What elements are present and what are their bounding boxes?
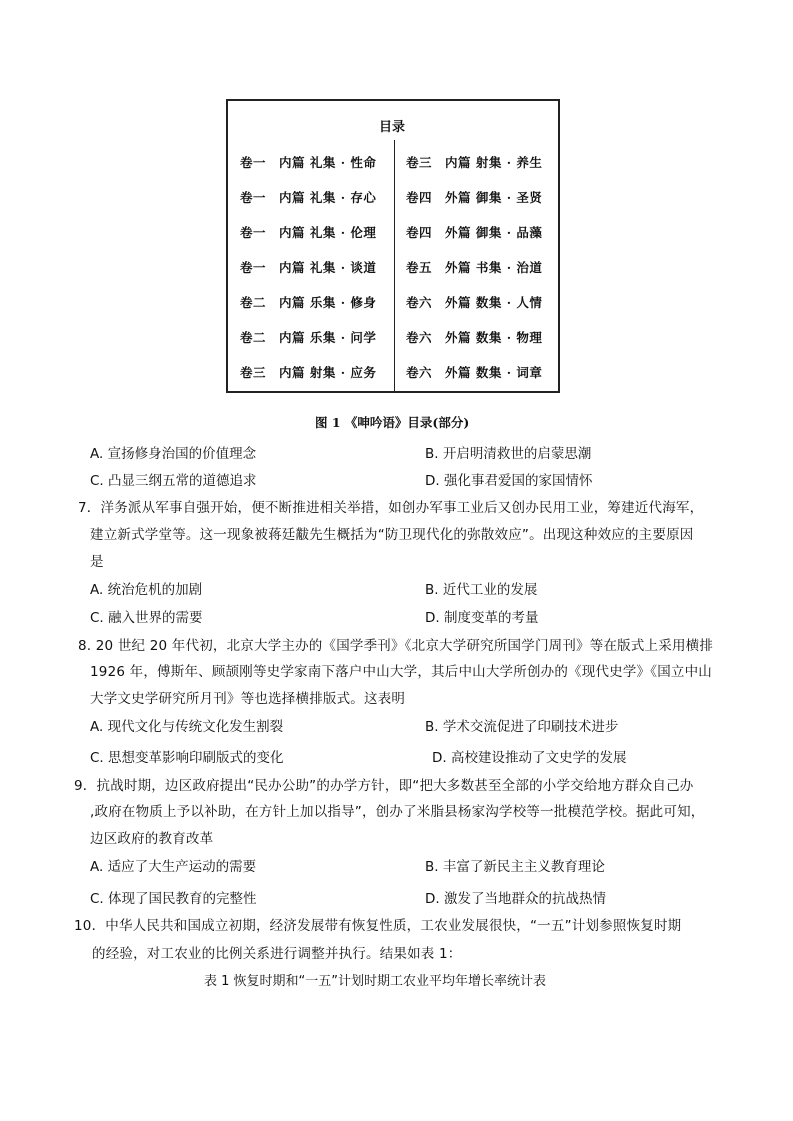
toc-right-item: 卷五 外篇 书集 · 治道 [406, 260, 543, 275]
q7-option-b: B. 近代工业的发展 [425, 582, 538, 598]
q8-stem-line: 8. 20 世纪 20 年代初，北京大学主办的《国学季刊》《北京大学研究所国学门周刊》等在版式上采用横排 [78, 638, 714, 654]
toc-right-item: 卷六 外篇 数集 · 人情 [406, 295, 543, 310]
toc-left-item: 卷一 内篇 礼集 · 谈道 [240, 260, 377, 275]
q7-option-d: D. 制度变革的考量 [425, 610, 539, 626]
q9-stem-line: 9．抗战时期，边区政府提出“民办公助”的办学方针，即“把大多数甚至全部的小学交给地方群众自己办 [74, 778, 694, 794]
q9-option-b: B. 丰富了新民主主义教育理论 [425, 859, 605, 875]
q7-stem-line: 建立新式学堂等。这一现象被蒋廷黻先生概括为“防卫现代化的弥散效应”。出现这种效应的主要原因 [90, 527, 694, 543]
q9-stem-line: 边区政府的教育改革 [90, 831, 214, 847]
toc-right-item: 卷六 外篇 数集 · 词章 [406, 365, 543, 380]
q6-option-a: A. 宣扬修身治国的价值理念 [90, 446, 257, 462]
q9-option-d: D. 激发了当地群众的抗战热情 [425, 891, 606, 907]
figure-caption: 图 1 《呻吟语》目录(部分) [315, 415, 470, 430]
toc-left-item: 卷一 内篇 礼集 · 存心 [240, 190, 377, 205]
toc-left-item: 卷一 内篇 礼集 · 性命 [240, 155, 377, 170]
q9-option-c: C. 体现了国民教育的完整性 [90, 891, 257, 907]
q9-stem-line: ,政府在物质上予以补助，在方针上加以指导”，创办了米脂县杨家沟学校等一批模范学校。据此可知， [90, 804, 705, 820]
q6-option-c: C. 凸显三纲五常的道德追求 [90, 473, 257, 489]
toc-right-item: 卷四 外篇 御集 · 品藻 [406, 225, 543, 240]
toc-column-divider [394, 140, 395, 392]
toc-left-item: 卷三 内篇 射集 · 应务 [240, 365, 377, 380]
q10-stem-line: 的经验，对工农业的比例关系进行调整并执行。结果如表 1： [92, 946, 462, 962]
q7-option-a: A. 统治危机的加剧 [90, 582, 203, 598]
toc-right-item: 卷四 外篇 御集 · 圣贤 [406, 190, 543, 205]
table-caption: 表 1 恢复时期和“一五”计划时期工农业平均年增长率统计表 [204, 974, 547, 989]
toc-right-item: 卷六 外篇 数集 · 物理 [406, 330, 543, 345]
toc-left-item: 卷二 内篇 乐集 · 修身 [240, 295, 377, 310]
q7-option-c: C. 融入世界的需要 [90, 610, 203, 626]
toc-right-item: 卷三 内篇 射集 · 养生 [406, 155, 543, 170]
toc-left-item: 卷一 内篇 礼集 · 伦理 [240, 225, 377, 240]
q7-stem-line: 7．洋务派从军事自强开始，便不断推进相关举措，如创办军事工业后又创办民用工业，筹建近代海军， [78, 500, 704, 516]
toc-title: 目录 [379, 120, 406, 135]
q9-option-a: A. 适应了大生产运动的需要 [90, 859, 257, 875]
q8-option-d: D. 高校建设推动了文史学的发展 [432, 750, 627, 766]
q6-option-b: B. 开启明清救世的启蒙思潮 [425, 446, 592, 462]
toc-figure-box [226, 99, 560, 393]
q8-option-a: A. 现代文化与传统文化发生割裂 [90, 719, 284, 735]
q8-option-b: B. 学术交流促进了印刷技术进步 [425, 719, 619, 735]
q8-stem-line: 1926 年，傅斯年、顾颉刚等史学家南下落户中山大学，其后中山大学所创办的《现代史学》《国立中山 [90, 664, 712, 680]
toc-left-item: 卷二 内篇 乐集 · 问学 [240, 330, 377, 345]
q8-option-c: C. 思想变革影响印刷版式的变化 [90, 750, 284, 766]
q10-stem-line: 10．中华人民共和国成立初期，经济发展带有恢复性质，工农业发展很快，“一五”计划参照恢复时期 [74, 918, 682, 934]
q7-stem-line: 是 [90, 554, 104, 570]
q6-option-d: D. 强化事君爱国的家国情怀 [425, 473, 593, 489]
q8-stem-line: 大学文史学研究所月刊》等也选择横排版式。这表明 [90, 691, 406, 707]
